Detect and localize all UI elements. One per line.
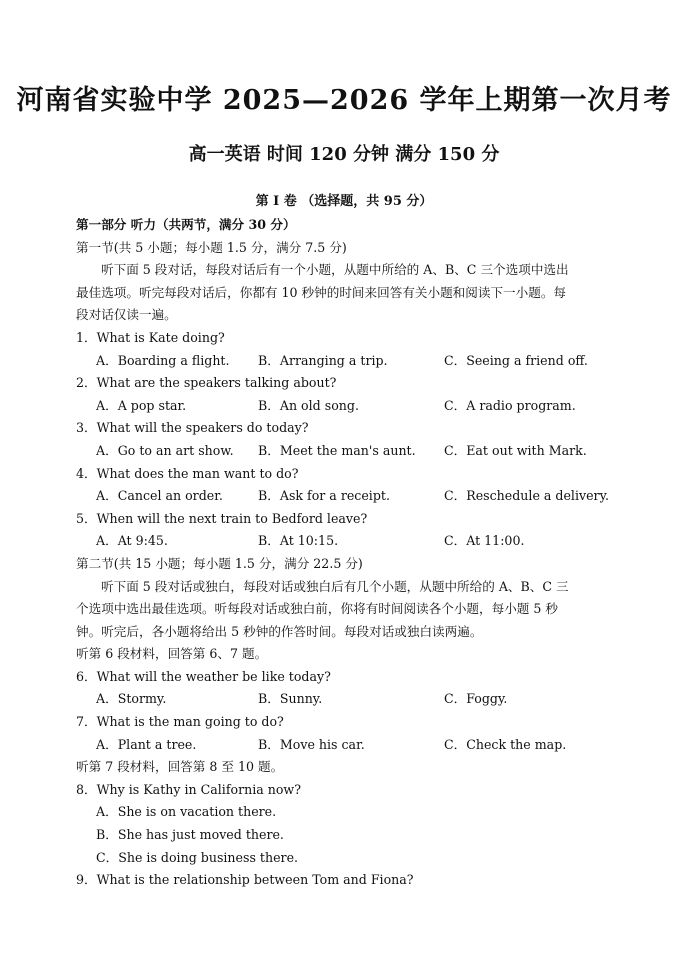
option-b: B．At 10:15. xyxy=(258,533,339,549)
section-one-title: 第一节(共 5 小题；每小题 1.5 分，满分 7.5 分) xyxy=(76,239,347,255)
instruction-line: 最佳选项。听完每段对话后，你都有 10 秒钟的时间来回答有关小题和阅读下一小题。每 xyxy=(76,284,567,300)
volume-heading: 第 Ⅰ 卷 （选择题，共 95 分） xyxy=(255,194,433,209)
exam-subtitle: 高一英语 时间 120 分钟 满分 150 分 xyxy=(188,144,500,165)
instruction-line: 钟。听完后，各小题将给出 5 秒钟的作答时间。每段对话或独白读两遍。 xyxy=(76,623,483,639)
option-b: B．An old song. xyxy=(258,397,359,413)
question-1: 1．What is Kate doing? xyxy=(76,329,225,345)
option-c: C．Eat out with Mark. xyxy=(444,442,587,458)
instruction-line: 听下面 5 段对话或独白，每段对话或独白后有几个小题，从题中所给的 A、B、C 三 xyxy=(101,578,569,594)
question-6: 6．What will the weather be like today? xyxy=(76,668,331,684)
option-a: A．At 9:45. xyxy=(96,533,168,549)
question-9: 9．What is the relationship between Tom and Fiona? xyxy=(76,872,414,888)
options-2 xyxy=(76,395,616,418)
option-a: A．Go to an art show. xyxy=(96,442,234,458)
option-a: A．Stormy. xyxy=(96,691,167,707)
option-c: C．A radio program. xyxy=(444,397,576,413)
option-a: A．She is on vacation there. xyxy=(96,804,277,820)
option-b: B．Ask for a receipt. xyxy=(258,488,390,504)
material-6-heading: 听第 6 段材料，回答第 6、7 题。 xyxy=(76,646,268,662)
option-c: C．She is doing business there. xyxy=(96,849,299,865)
question-2: 2．What are the speakers talking about? xyxy=(76,375,337,391)
question-5: 5．When will the next train to Bedford leave? xyxy=(76,510,368,526)
options-1 xyxy=(76,350,616,373)
option-b: B．Move his car. xyxy=(258,736,365,752)
option-b: B．She has just moved there. xyxy=(96,827,284,843)
option-a: A．Cancel an order. xyxy=(96,488,223,504)
question-3: 3．What will the speakers do today? xyxy=(76,420,309,436)
instruction-line: 段对话仅读一遍。 xyxy=(76,307,177,323)
option-b: B．Sunny. xyxy=(258,691,323,707)
part-one-title: 第一部分 听力（共两节，满分 30 分） xyxy=(76,217,296,232)
option-c: C．Seeing a friend off. xyxy=(444,352,588,368)
options-5 xyxy=(76,530,616,553)
instruction-line: 个选项中选出最佳选项。听每段对话或独白前，你将有时间阅读各个小题，每小题 5 秒 xyxy=(76,601,558,617)
options-4 xyxy=(76,485,616,508)
option-a: A．Plant a tree. xyxy=(96,736,197,752)
exam-title: 河南省实验中学 2025—2026 学年上期第一次月考 xyxy=(16,85,672,116)
option-b: B．Arranging a trip. xyxy=(258,352,388,368)
question-4: 4．What does the man want to do? xyxy=(76,465,299,481)
options-7 xyxy=(76,734,616,757)
question-7: 7．What is the man going to do? xyxy=(76,714,284,730)
option-a: A．A pop star. xyxy=(96,397,187,413)
option-c: C．Check the map. xyxy=(444,736,567,752)
option-c: C．Reschedule a delivery. xyxy=(444,488,610,504)
instruction-line: 听下面 5 段对话，每段对话后有一个小题，从题中所给的 A、B、C 三个选项中选出 xyxy=(101,262,569,278)
option-a: A．Boarding a flight. xyxy=(96,352,230,368)
option-b: B．Meet the man's aunt. xyxy=(258,442,416,458)
material-7-heading: 听第 7 段材料，回答第 8 至 10 题。 xyxy=(76,759,284,775)
options-6 xyxy=(76,688,616,711)
section-two-title: 第二节(共 15 小题；每小题 1.5 分，满分 22.5 分) xyxy=(76,555,363,571)
options-3 xyxy=(76,440,616,463)
option-c: C．Foggy. xyxy=(444,691,508,707)
exam-body xyxy=(76,214,616,892)
option-c: C．At 11:00. xyxy=(444,533,525,549)
question-8: 8．Why is Kathy in California now? xyxy=(76,781,301,797)
